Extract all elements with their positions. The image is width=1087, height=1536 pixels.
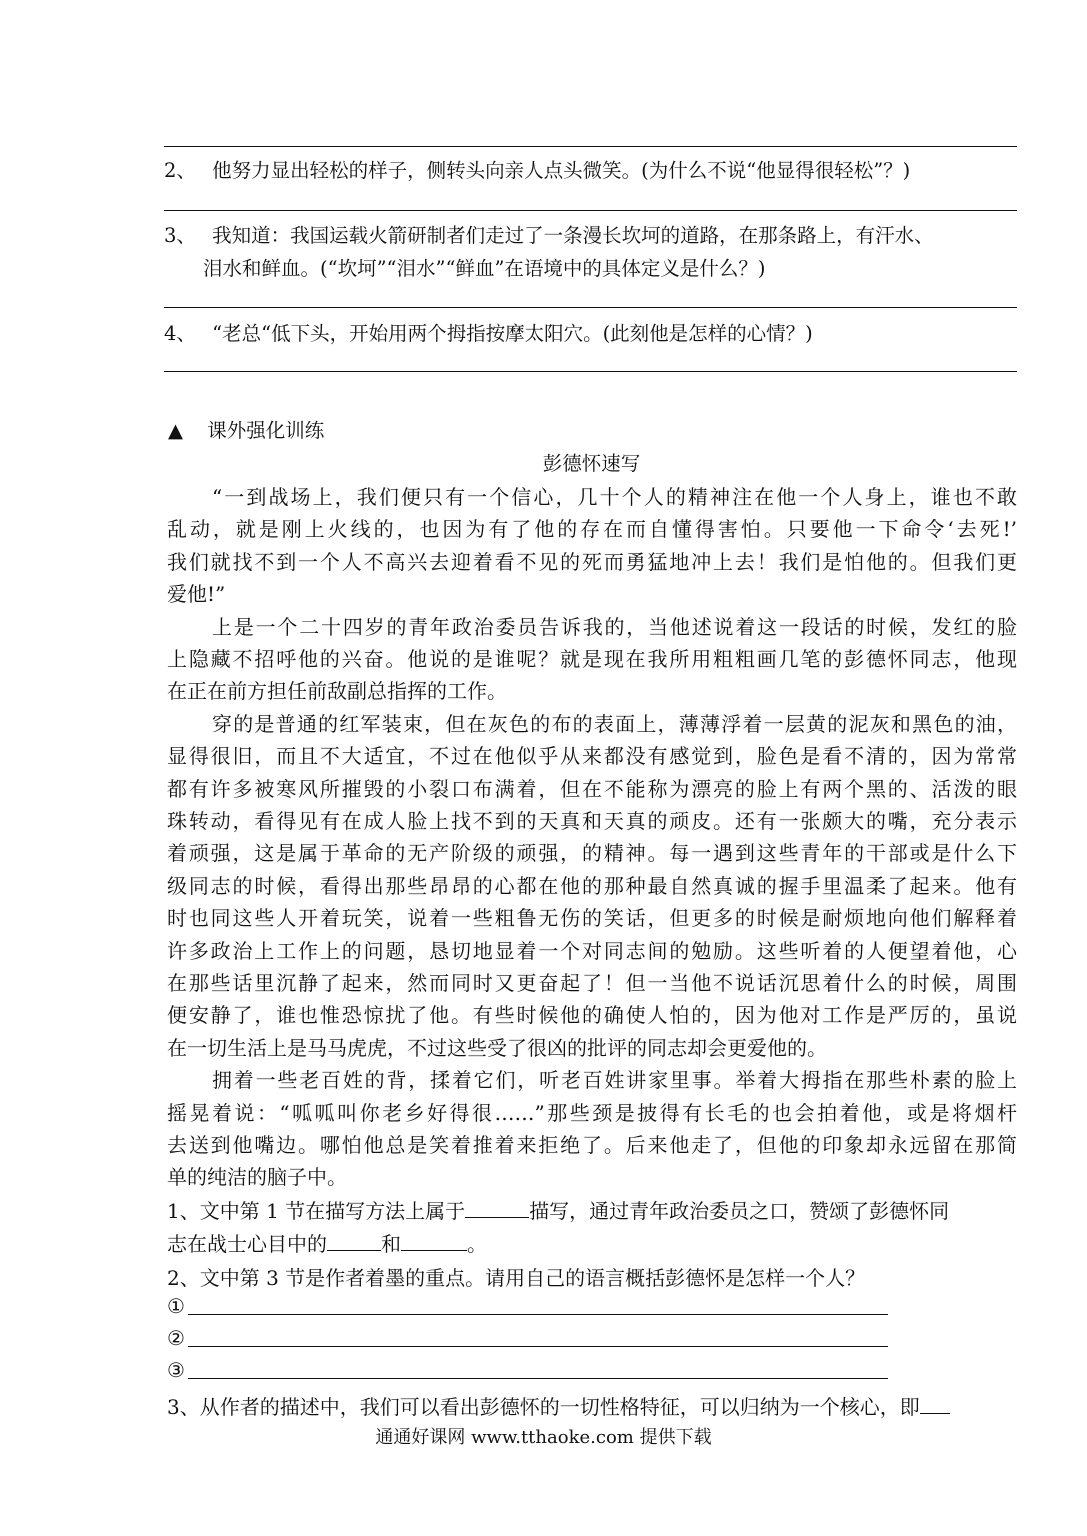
answer-line xyxy=(164,371,1017,372)
answer-line[interactable] xyxy=(188,1314,888,1315)
exercise-1-continued xyxy=(167,1228,487,1257)
exercise-2: 2、文中第 3 节是作者着墨的重点。请用自己的语言概括彭德怀是怎样一个人？ xyxy=(167,1266,866,1290)
article-line: 穿的是普通的红军装束，但在灰色的布的表面上，薄薄浮着一层黄的泥灰和黑色的油， xyxy=(212,711,1017,736)
article-title: 彭德怀速写 xyxy=(542,452,641,475)
exercise-1 xyxy=(167,1195,949,1224)
article-line: 时也同这些人开着玩笑，说着一些粗鲁无伤的笑话，但更多的时候是耐烦地向他们解释着 xyxy=(167,906,1017,931)
article-line: 上隐藏不招呼他的兴奋。他说的是谁呢？就是现在我所用粗粗画几笔的彭德怀同志，他现 xyxy=(167,647,1017,671)
exercise-text: 和 xyxy=(381,1232,401,1256)
question-3-continued: 泪水和鲜血。(“坎坷”“泪水”“鲜血”在语境中的具体定义是什么？) xyxy=(203,257,766,280)
question-text: 我知道：我国运载火箭研制者们走过了一条漫长坎坷的道路，在那条路上，有汗水、 xyxy=(212,224,934,247)
question-text: 他努力显出轻松的样子，侧转头向亲人点头微笑。(为什么不说“他显得很轻松”？) xyxy=(212,159,911,182)
article-line: 单的纯洁的脑子中。 xyxy=(167,1165,347,1190)
article-line: 着顽强，这是属于革命的无产阶级的顽强，的精神。每一遇到这些青年的干部或是什么下 xyxy=(167,841,1017,866)
answer-line xyxy=(164,146,1017,147)
article-line: 许多政治上工作上的问题，恳切地显着一个对同志间的勉励。这些听着的人便望着他，心 xyxy=(167,938,1017,963)
blank-field[interactable] xyxy=(327,1232,381,1251)
blank-field[interactable] xyxy=(465,1199,529,1218)
article-line: 拥着一些老百姓的背，揉着它们，听老百姓讲家里事。举着大拇指在那些朴素的脸上 xyxy=(212,1068,1017,1093)
exercise-text: 描写，通过青年政治委员之口，赞颂了彭德怀同 xyxy=(529,1199,950,1223)
article-line: 珠转动，看得见有在成人脸上找不到的天真和天真的顽皮。还有一张颇大的嘴，充分表示 xyxy=(167,809,1017,833)
answer-line[interactable] xyxy=(188,1346,888,1347)
option-marker: ① xyxy=(167,1294,185,1318)
article-line: 显得很旧，而且不大适宜，不过在他似乎从来都没有感觉到，脸色是看不清的，因为常常 xyxy=(167,744,1017,769)
article-line: 都有许多被寒风所摧毁的小裂口布满着，但在不能称为漂亮的脸上有两个黑的、活泼的眼 xyxy=(167,776,1017,801)
question-2 xyxy=(164,155,910,183)
question-3 xyxy=(164,220,934,248)
article-line: 在那些话里沉静了起来，然而同时又更奋起了！但一当他不说话沉思着什么的时候，周围 xyxy=(167,971,1017,995)
exercise-text: 志在战士心目中的 xyxy=(167,1232,327,1256)
exercise-text: 。 xyxy=(467,1232,487,1256)
answer-line xyxy=(164,210,1017,211)
article-line: 乱动，就是刚上火线的，也因为有了他的存在而自懂得害怕。只要他一下命令‘去死!’ xyxy=(167,517,1017,542)
article-line: 上是一个二十四岁的青年政治委员告诉我的，当他述说着这一段话的时候，发红的脸 xyxy=(212,614,1017,639)
option-marker: ② xyxy=(167,1326,185,1350)
triangle-icon: ▲ xyxy=(168,419,183,442)
article-line: 便安静了，谁也惟恐惊扰了他。有些时候他的确使人怕的，因为他对工作是严厉的，虽说 xyxy=(167,1003,1017,1028)
question-text: “老总“低下头，开始用两个拇指按摩太阳穴。(此刻他是怎样的心情？) xyxy=(212,322,813,345)
article-line: 爱他!” xyxy=(167,582,226,607)
exercise-text: 3、从作者的描述中，我们可以看出彭德怀的一切性格特征，可以归纳为一个核心，即 xyxy=(167,1395,920,1419)
answer-line[interactable] xyxy=(188,1378,888,1379)
exercise-text: 1、文中第 1 节在描写方法上属于 xyxy=(167,1199,466,1223)
article-line: 在一切生活上是马马虎虎，不过这些受了很凶的批评的同志却会更爱他的。 xyxy=(167,1035,827,1060)
section-label: 课外强化训练 xyxy=(207,419,325,442)
blank-field[interactable] xyxy=(401,1232,467,1251)
question-4 xyxy=(164,318,813,346)
article-line: 在正在前方担任前敌副总指挥的工作。 xyxy=(167,679,507,704)
article-line: 摇晃着说：“呱呱叫你老乡好得很……”那些颈是披得有长毛的也会拍着他，或是将烟杆 xyxy=(167,1100,1017,1125)
question-number: 2、 xyxy=(164,159,196,182)
article-line: 级同志的时候，看得出那些昂昂的心都在他的那种最自然真诚的握手里温柔了起来。他有 xyxy=(167,873,1017,898)
question-number: 3、 xyxy=(164,224,196,247)
blank-field[interactable] xyxy=(920,1395,950,1414)
page-footer: 通通好课网 www.tthaoke.com 提供下载 xyxy=(375,1427,712,1448)
exercise-3 xyxy=(167,1391,950,1420)
section-heading xyxy=(168,415,324,443)
article-line: 我们就找不到一个人不高兴去迎着看不见的死而勇猛地冲上去！我们是怕他的。但我们更 xyxy=(167,549,1017,574)
article-line: 去送到他嘴边。哪怕他总是笑着推着来拒绝了。后来他走了，但他的印象却永远留在那简 xyxy=(167,1133,1017,1157)
article-line: “一到战场上，我们便只有一个信心，几十个人的精神注在他一个人身上，谁也不敢 xyxy=(212,485,1017,509)
answer-line xyxy=(164,307,1017,308)
option-marker: ③ xyxy=(167,1358,185,1382)
question-number: 4、 xyxy=(164,322,196,345)
